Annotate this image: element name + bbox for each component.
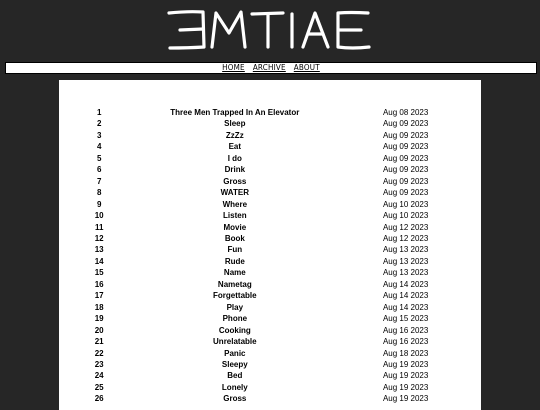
comic-number: 19: [94, 314, 104, 324]
comic-number: 25: [94, 382, 104, 392]
archive-row[interactable]: [59, 325, 481, 336]
comic-title[interactable]: Rude: [224, 256, 245, 266]
archive-row[interactable]: [59, 118, 481, 129]
comic-number: 15: [94, 268, 104, 278]
comic-date: Aug 12 2023: [382, 222, 429, 232]
archive-row[interactable]: [59, 153, 481, 164]
comic-date: Aug 19 2023: [382, 394, 429, 404]
comic-number: 22: [94, 348, 104, 358]
site-logo[interactable]: [0, 0, 540, 58]
comic-title[interactable]: Cooking: [218, 325, 251, 335]
comic-date: Aug 10 2023: [382, 211, 429, 221]
comic-number: 11: [94, 222, 104, 232]
archive-row[interactable]: [59, 222, 481, 233]
comic-title[interactable]: Name: [223, 268, 246, 278]
comic-title[interactable]: Forgettable: [213, 291, 257, 301]
comic-date: Aug 13 2023: [382, 268, 429, 278]
comic-date: Aug 14 2023: [382, 302, 429, 312]
nav-archive-link[interactable]: ARCHIVE: [252, 63, 286, 72]
comic-title[interactable]: Movie: [223, 222, 247, 232]
archive-row[interactable]: [59, 382, 481, 393]
comic-date: Aug 13 2023: [382, 256, 429, 266]
comic-date: Aug 18 2023: [382, 348, 429, 358]
comic-date: Aug 10 2023: [382, 199, 429, 209]
archive-row[interactable]: [59, 279, 481, 290]
comic-title[interactable]: Panic: [224, 348, 246, 358]
nav-about-link[interactable]: ABOUT: [293, 63, 320, 72]
comic-number: 12: [94, 233, 104, 243]
nav-home-link[interactable]: HOME: [222, 63, 245, 72]
archive-row[interactable]: [59, 164, 481, 175]
comic-number: 21: [94, 337, 104, 347]
comic-date: Aug 19 2023: [382, 382, 429, 392]
archive-row[interactable]: [59, 370, 481, 381]
archive-row[interactable]: [59, 290, 481, 301]
comic-date: Aug 12 2023: [382, 233, 429, 243]
comic-date: Aug 19 2023: [382, 371, 429, 381]
comic-date: Aug 09 2023: [382, 153, 429, 163]
comic-number: 18: [94, 302, 104, 312]
archive-row[interactable]: [59, 199, 481, 210]
comic-title[interactable]: Gross: [223, 394, 247, 404]
comic-title[interactable]: Lonely: [221, 382, 248, 392]
comic-date: Aug 16 2023: [382, 325, 429, 335]
comic-date: Aug 09 2023: [382, 142, 429, 152]
comic-date: Aug 09 2023: [382, 165, 429, 175]
comic-date: Aug 09 2023: [382, 188, 429, 198]
comic-number: 5: [96, 153, 102, 163]
comic-number: 9: [96, 199, 102, 209]
comic-number: 23: [94, 359, 104, 369]
comic-date: Aug 08 2023: [382, 108, 429, 117]
comic-title[interactable]: Listen: [223, 211, 247, 221]
archive-row[interactable]: [59, 233, 481, 244]
comic-number: 1: [96, 108, 102, 117]
archive-row[interactable]: [59, 302, 481, 313]
comic-title[interactable]: Unrelatable: [213, 337, 257, 347]
comic-title[interactable]: Where: [222, 199, 248, 209]
comic-number: 4: [96, 142, 102, 152]
comic-number: 2: [96, 119, 102, 129]
comic-number: 26: [94, 394, 104, 404]
comic-title[interactable]: Three Men Trapped In An Elevator: [170, 108, 300, 117]
comic-date: Aug 16 2023: [382, 337, 429, 347]
nav-bar: [5, 62, 537, 74]
comic-title[interactable]: Fun: [227, 245, 243, 255]
archive-row[interactable]: [59, 267, 481, 278]
archive-row[interactable]: [59, 348, 481, 359]
archive-table: [59, 107, 481, 405]
comic-number: 10: [94, 211, 104, 221]
comic-title[interactable]: Sleepy: [221, 359, 248, 369]
archive-row[interactable]: [59, 187, 481, 198]
archive-row[interactable]: [59, 244, 481, 255]
comic-number: 14: [94, 256, 104, 266]
archive-row[interactable]: [59, 393, 481, 404]
comic-title[interactable]: Drink: [224, 165, 246, 175]
comic-date: Aug 13 2023: [382, 245, 429, 255]
archive-row[interactable]: [59, 336, 481, 347]
archive-row[interactable]: [59, 359, 481, 370]
comic-title[interactable]: Gross: [223, 176, 247, 186]
comic-number: 3: [96, 130, 102, 140]
comic-number: 24: [94, 371, 104, 381]
comic-title[interactable]: Sleep: [224, 119, 246, 129]
comic-number: 13: [94, 245, 104, 255]
comic-title[interactable]: Eat: [228, 142, 242, 152]
archive-row[interactable]: [59, 141, 481, 152]
comic-number: 7: [96, 176, 102, 186]
archive-row[interactable]: [59, 210, 481, 221]
comic-date: Aug 19 2023: [382, 359, 429, 369]
comic-title[interactable]: I do: [227, 153, 242, 163]
comic-number: 6: [96, 165, 102, 175]
archive-row[interactable]: [59, 107, 481, 118]
archive-table-body: [59, 107, 481, 405]
comic-title[interactable]: Nametag: [217, 279, 252, 289]
archive-row[interactable]: [59, 176, 481, 187]
comic-number: 16: [94, 279, 104, 289]
comic-date: Aug 14 2023: [382, 279, 429, 289]
archive-row[interactable]: [59, 130, 481, 141]
comic-title[interactable]: WATER: [220, 188, 249, 198]
comic-title[interactable]: Bed: [227, 371, 243, 381]
comic-title[interactable]: Phone: [222, 314, 248, 324]
comic-title[interactable]: ZzZz: [225, 130, 244, 140]
archive-row[interactable]: [59, 313, 481, 324]
comic-date: Aug 14 2023: [382, 291, 429, 301]
comic-title[interactable]: Play: [226, 302, 244, 312]
comic-date: Aug 09 2023: [382, 176, 429, 186]
comic-number: 8: [96, 188, 102, 198]
comic-date: Aug 09 2023: [382, 119, 429, 129]
logo-drawing: [0, 0, 540, 58]
archive-panel: [59, 80, 481, 410]
comic-number: 17: [94, 291, 104, 301]
archive-row[interactable]: [59, 256, 481, 267]
comic-date: Aug 09 2023: [382, 130, 429, 140]
comic-date: Aug 15 2023: [382, 314, 429, 324]
comic-number: 20: [94, 325, 104, 335]
comic-title[interactable]: Book: [224, 233, 245, 243]
